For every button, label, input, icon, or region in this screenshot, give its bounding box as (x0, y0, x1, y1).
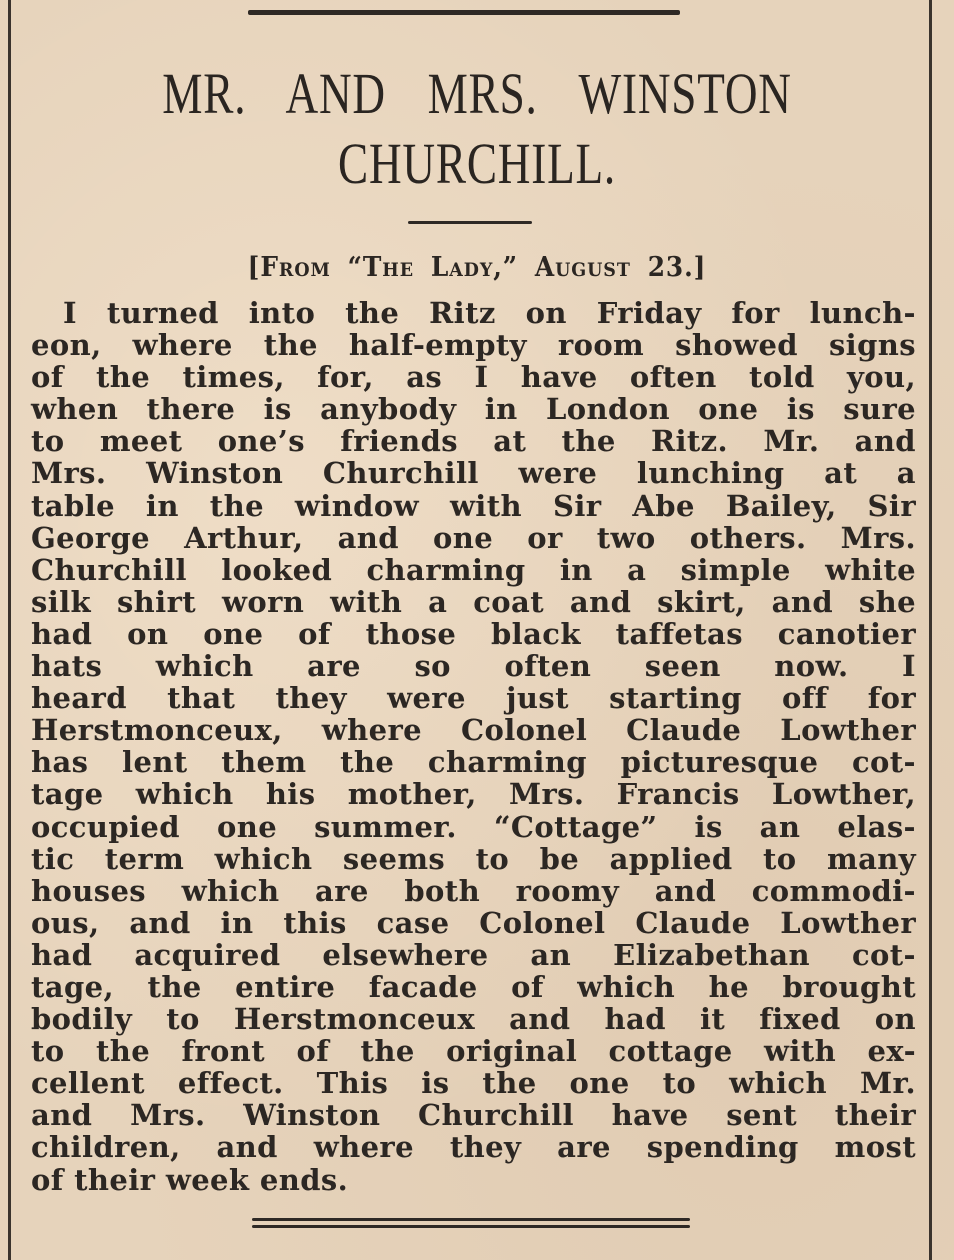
article-line: tic term which seems to be applied to many (31, 841, 916, 876)
article-line: has lent them the charming picturesque cot- (31, 745, 916, 780)
article-line: table in the window with Sir Abe Bailey, Sir (31, 488, 916, 523)
article-line: to the front of the original cottage with ex- (31, 1034, 916, 1069)
article-body (31, 297, 916, 1196)
bottom-rule-lower (252, 1225, 690, 1228)
article-line: tage, the entire facade of which he brought (31, 969, 916, 1004)
byline: [From “The Lady,” August 23.] (247, 252, 707, 283)
article-line: Herstmonceux, where Colonel Claude Lowther (31, 713, 916, 748)
headline-line-2: CHURCHILL. (338, 131, 616, 196)
headline-line-1: MR. AND MRS. WINSTON (162, 61, 792, 126)
article-line: had acquired elsewhere an Elizabethan cot- (31, 937, 916, 972)
article-line: of their week ends. (31, 1162, 349, 1197)
article-line: George Arthur, and one or two others. Mrs. (31, 520, 916, 555)
article-line: had on one of those black taffetas canotier (31, 616, 916, 651)
article-line: occupied one summer. “Cottage” is an elas- (31, 809, 916, 844)
article-line: hats which are so often seen now. I (31, 649, 916, 684)
article-line: Churchill looked charming in a simple white (31, 552, 916, 587)
article-line: children, and where they are spending most (31, 1130, 916, 1165)
top-rule (248, 10, 680, 15)
article-line: silk shirt worn with a coat and skirt, and she (31, 584, 916, 619)
article-line: I turned into the Ritz on Friday for lunch- (63, 296, 916, 330)
article-line: heard that they were just starting off for (31, 681, 916, 716)
article-line: ous, and in this case Colonel Claude Lowther (31, 905, 916, 940)
article-line: Mrs. Winston Churchill were lunching at a (31, 456, 916, 491)
article-line: bodily to Herstmonceux and had it fixed on (31, 1002, 916, 1037)
article-line: tage which his mother, Mrs. Francis Lowther, (31, 777, 916, 812)
article-line: eon, where the half-empty room showed signs (31, 328, 916, 363)
right-column-rule (929, 0, 932, 1260)
headline-divider (408, 221, 532, 224)
article-line: to meet one’s friends at the Ritz. Mr. and (31, 424, 916, 459)
article-line: of the times, for, as I have often told you, (31, 360, 916, 395)
left-column-rule (8, 0, 11, 1260)
article-line: houses which are both roomy and commodi- (31, 873, 916, 908)
article-line: when there is anybody in London one is sure (31, 392, 916, 427)
article-line: cellent effect. This is the one to which Mr. (31, 1066, 916, 1101)
article-line: and Mrs. Winston Churchill have sent their (31, 1098, 916, 1133)
bottom-rule-upper (252, 1218, 690, 1221)
